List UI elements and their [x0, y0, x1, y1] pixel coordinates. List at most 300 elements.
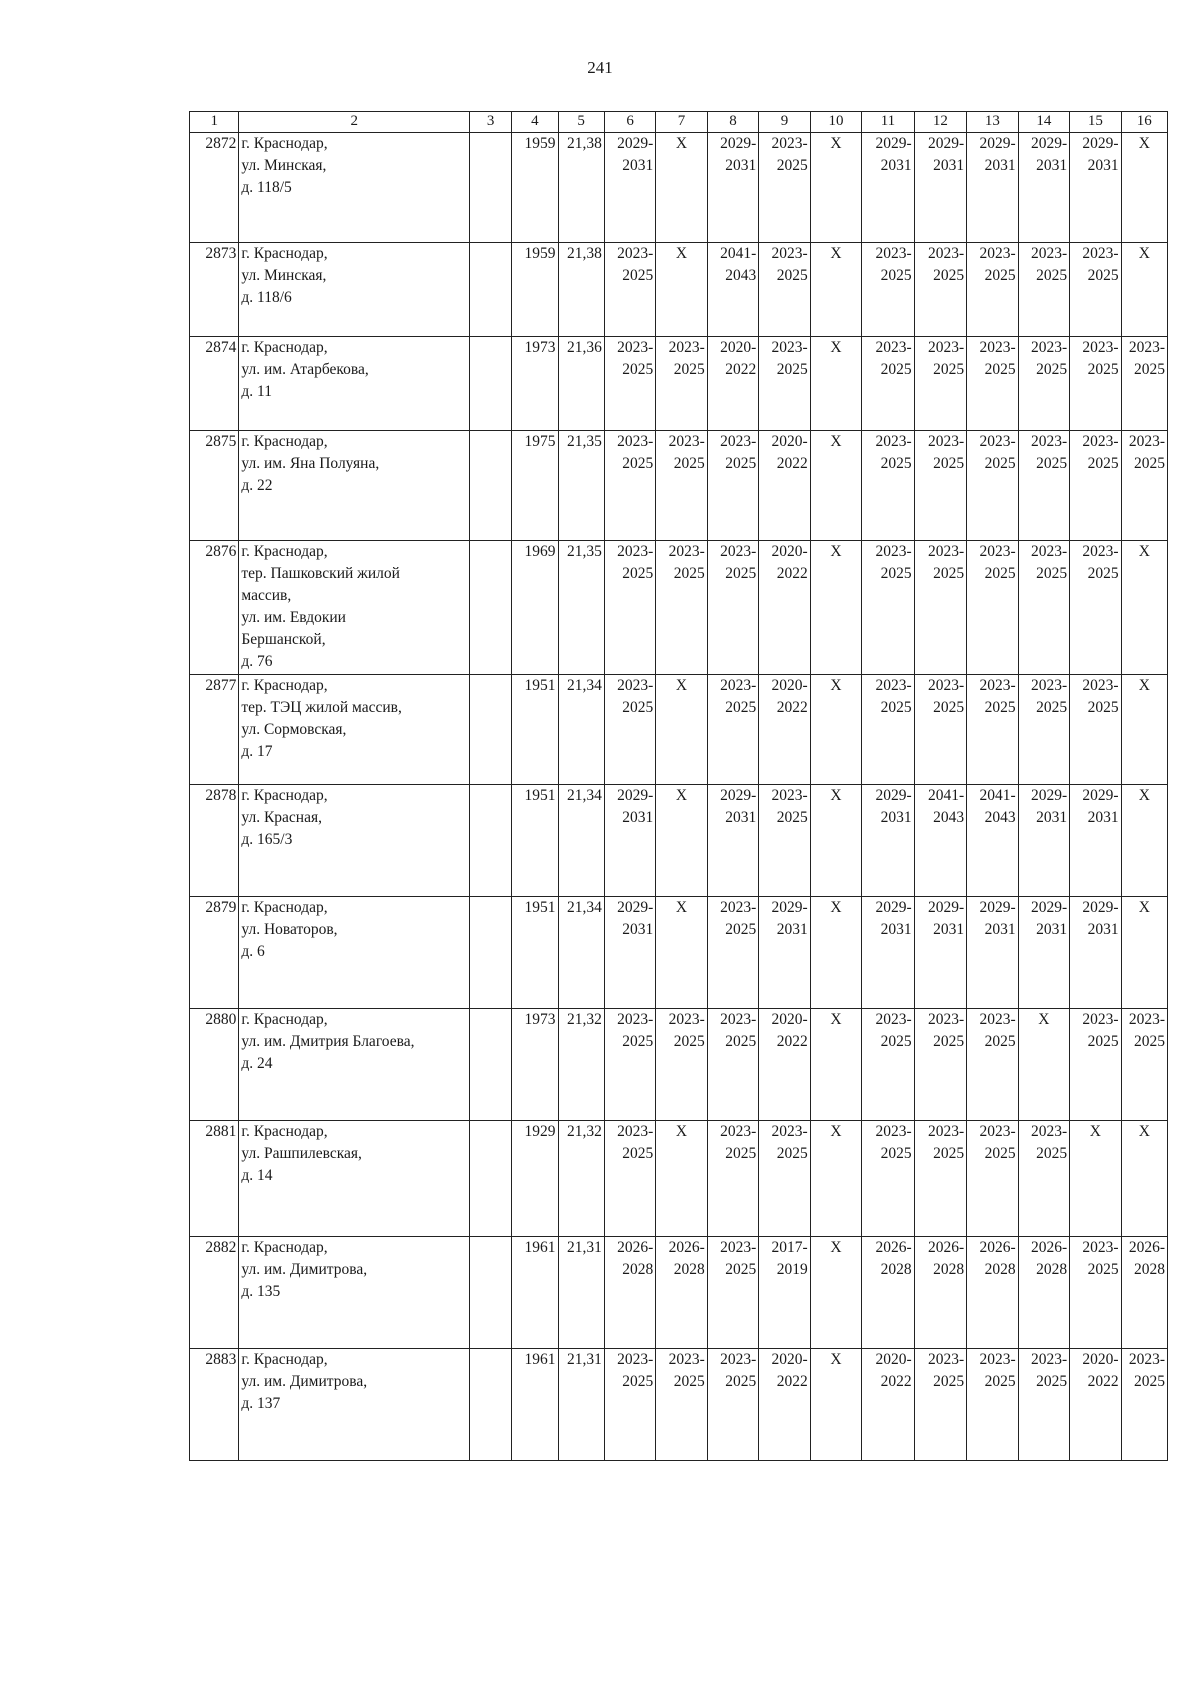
column-header-13: 13: [967, 112, 1018, 133]
period-part: 2031: [622, 809, 654, 826]
column-3-cell: [470, 1349, 512, 1461]
year-cell: 1959: [512, 133, 558, 243]
period-part: 2025: [880, 455, 912, 472]
value-cell: 21,38: [558, 243, 604, 337]
address-line: д. 135: [241, 1283, 281, 1300]
period-part: 2025: [1087, 455, 1119, 472]
period-part: 2025: [725, 699, 757, 716]
period-part: 2025: [673, 565, 705, 582]
row-number: 2872: [190, 133, 239, 243]
address-line: д. 6: [241, 943, 265, 960]
period-part: 2029-: [1082, 787, 1119, 804]
value-cell: 21,36: [558, 337, 604, 431]
period-part: 2023-: [928, 543, 965, 560]
address-line: г. Краснодар,: [241, 245, 328, 262]
period-cell-col-8: [707, 897, 758, 1009]
period-part: 2023-: [720, 1123, 757, 1140]
period-part: 2041-: [928, 787, 965, 804]
period-part: 2028: [880, 1261, 912, 1278]
table-row: [190, 897, 1168, 1009]
year-cell: 1951: [512, 675, 558, 785]
not-applicable-mark: X: [830, 433, 842, 450]
period-part: 2029-: [979, 899, 1016, 916]
period-cell-col-16: [1121, 675, 1167, 785]
not-applicable-mark: X: [1138, 787, 1150, 804]
not-applicable-mark: X: [675, 787, 688, 804]
period-cell-col-7: [656, 1349, 707, 1461]
period-cell-col-9: [759, 1009, 810, 1121]
period-part: 2031: [933, 157, 965, 174]
period-cell-col-6: [604, 133, 655, 243]
not-applicable-mark: X: [1138, 245, 1150, 262]
period-cell-col-15: [1070, 1121, 1121, 1237]
period-part: 2029-: [928, 899, 965, 916]
period-part: 2025: [880, 1033, 912, 1050]
period-cell-col-16: [1121, 431, 1167, 541]
not-applicable-mark: X: [1138, 1123, 1150, 1140]
period-cell-col-6: [604, 337, 655, 431]
table-row: [190, 431, 1168, 541]
period-part: 2031: [880, 157, 912, 174]
period-cell-col-16: [1121, 243, 1167, 337]
period-cell-col-10: [810, 675, 861, 785]
period-cell-col-7: [656, 897, 707, 1009]
address-line: д. 165/3: [241, 831, 293, 848]
period-part: 2022: [776, 1373, 808, 1390]
table-row: [190, 133, 1168, 243]
period-cell-col-11: [862, 1121, 915, 1237]
address-cell: [239, 431, 470, 541]
period-part: 2028: [933, 1261, 965, 1278]
column-header-7: 7: [656, 112, 707, 133]
period-cell-col-8: [707, 337, 758, 431]
period-part: 2029-: [875, 899, 912, 916]
period-cell-col-12: [914, 133, 967, 243]
period-part: 2029-: [1082, 135, 1119, 152]
period-part: 2023-: [771, 1123, 808, 1140]
value-cell: 21,34: [558, 897, 604, 1009]
period-cell-col-6: [604, 243, 655, 337]
period-part: 2025: [725, 455, 757, 472]
period-part: 2020-: [771, 543, 808, 560]
address-line: г. Краснодар,: [241, 899, 328, 916]
column-header-14: 14: [1018, 112, 1069, 133]
not-applicable-mark: X: [830, 1239, 842, 1256]
address-cell: [239, 541, 470, 675]
period-part: 2026-: [668, 1239, 705, 1256]
period-cell-col-8: [707, 1121, 758, 1237]
address-line: ул. им. Евдокии: [241, 609, 346, 626]
period-part: 2025: [622, 565, 654, 582]
column-3-cell: [470, 541, 512, 675]
period-cell-col-11: [862, 541, 915, 675]
period-part: 2031: [1036, 809, 1068, 826]
year-cell: 1951: [512, 897, 558, 1009]
period-cell-col-15: [1070, 1349, 1121, 1461]
year-cell: 1961: [512, 1237, 558, 1349]
period-cell-col-15: [1070, 1009, 1121, 1121]
period-cell-col-14: [1018, 337, 1069, 431]
period-cell-col-9: [759, 1349, 810, 1461]
period-part: 2025: [1036, 565, 1068, 582]
not-applicable-mark: X: [675, 245, 688, 262]
table-row: [190, 1121, 1168, 1237]
period-cell-col-9: [759, 133, 810, 243]
address-line: д. 11: [241, 383, 272, 400]
period-cell-col-7: [656, 1237, 707, 1349]
period-part: 2025: [725, 1261, 757, 1278]
address-line: г. Краснодар,: [241, 677, 328, 694]
period-cell-col-12: [914, 1121, 967, 1237]
period-part: 2023-: [928, 1011, 965, 1028]
year-cell: 1969: [512, 541, 558, 675]
period-cell-col-11: [862, 1237, 915, 1349]
period-part: 2031: [1036, 921, 1068, 938]
period-part: 2025: [984, 699, 1016, 716]
period-cell-col-11: [862, 133, 915, 243]
row-number: 2874: [190, 337, 239, 431]
period-cell-col-14: [1018, 431, 1069, 541]
period-cell-col-6: [604, 675, 655, 785]
period-part: 2023-: [1082, 339, 1119, 356]
value-cell: 21,35: [558, 541, 604, 675]
address-line: д. 24: [241, 1055, 273, 1072]
column-header-8: 8: [707, 112, 758, 133]
period-part: 2025: [880, 699, 912, 716]
period-part: 2028: [984, 1261, 1016, 1278]
period-cell-col-13: [967, 1009, 1018, 1121]
period-part: 2031: [880, 809, 912, 826]
period-cell-col-13: [967, 897, 1018, 1009]
period-part: 2023-: [668, 433, 705, 450]
column-header-2: 2: [239, 112, 470, 133]
period-cell-col-10: [810, 541, 861, 675]
not-applicable-mark: X: [830, 1351, 842, 1368]
address-cell: [239, 1237, 470, 1349]
period-part: 2025: [984, 565, 1016, 582]
period-part: 2025: [1036, 699, 1068, 716]
period-part: 2020-: [771, 433, 808, 450]
period-cell-col-11: [862, 675, 915, 785]
period-part: 2025: [725, 565, 757, 582]
period-cell-col-14: [1018, 1009, 1069, 1121]
period-part: 2026-: [1030, 1239, 1068, 1256]
period-cell-col-9: [759, 337, 810, 431]
period-part: 2023-: [617, 339, 654, 356]
period-part: 2031: [984, 921, 1016, 938]
period-cell-col-6: [604, 431, 655, 541]
period-part: 2023-: [928, 339, 965, 356]
period-part: 2023-: [668, 543, 705, 560]
period-part: 2043: [725, 267, 757, 284]
column-header-3: 3: [470, 112, 512, 133]
address-line: ул. Сормовская,: [241, 721, 347, 738]
period-part: 2023-: [1030, 1351, 1068, 1368]
period-part: 2023-: [1030, 677, 1068, 694]
period-part: 2025: [984, 1145, 1016, 1162]
address-line: ул. Минская,: [241, 157, 327, 174]
period-part: 2026-: [979, 1239, 1016, 1256]
period-cell-col-12: [914, 1009, 967, 1121]
period-part: 2023-: [668, 1351, 705, 1368]
period-part: 2025: [984, 1033, 1016, 1050]
value-cell: 21,34: [558, 675, 604, 785]
period-part: 2031: [984, 157, 1016, 174]
period-cell-col-12: [914, 431, 967, 541]
period-cell-col-8: [707, 1009, 758, 1121]
period-part: 2023-: [617, 677, 654, 694]
period-part: 2029-: [617, 787, 654, 804]
period-cell-col-6: [604, 897, 655, 1009]
period-part: 2023-: [617, 1123, 654, 1140]
period-part: 2029-: [928, 135, 965, 152]
column-header-9: 9: [759, 112, 810, 133]
period-part: 2025: [622, 699, 654, 716]
period-part: 2023-: [875, 543, 912, 560]
column-header-5: 5: [558, 112, 604, 133]
period-cell-col-9: [759, 897, 810, 1009]
not-applicable-mark: X: [675, 135, 688, 152]
period-part: 2023-: [875, 1123, 912, 1140]
period-part: 2029-: [1082, 899, 1119, 916]
period-cell-col-6: [604, 1237, 655, 1349]
period-cell-col-13: [967, 785, 1018, 897]
period-cell-col-8: [707, 1237, 758, 1349]
period-cell-col-10: [810, 785, 861, 897]
period-cell-col-14: [1018, 785, 1069, 897]
period-part: 2025: [776, 157, 808, 174]
period-part: 2025: [933, 565, 965, 582]
period-cell-col-15: [1070, 1237, 1121, 1349]
period-part: 2023-: [979, 433, 1016, 450]
period-part: 2025: [984, 1373, 1016, 1390]
value-cell: 21,35: [558, 431, 604, 541]
value-cell: 21,38: [558, 133, 604, 243]
period-part: 2023-: [875, 433, 912, 450]
period-cell-col-13: [967, 541, 1018, 675]
address-line: ул. Минская,: [241, 267, 327, 284]
period-cell-col-14: [1018, 675, 1069, 785]
period-cell-col-9: [759, 541, 810, 675]
column-header-1: 1: [190, 112, 239, 133]
period-part: 2029-: [720, 787, 757, 804]
period-part: 2028: [673, 1261, 705, 1278]
period-cell-col-13: [967, 675, 1018, 785]
period-cell-col-14: [1018, 243, 1069, 337]
not-applicable-mark: X: [675, 1123, 688, 1140]
period-cell-col-8: [707, 1349, 758, 1461]
row-number: 2877: [190, 675, 239, 785]
period-cell-col-13: [967, 243, 1018, 337]
period-part: 2022: [776, 565, 808, 582]
period-cell-col-16: [1121, 1349, 1167, 1461]
address-line: г. Краснодар,: [241, 1123, 328, 1140]
period-part: 2023-: [875, 1011, 912, 1028]
address-line: Бершанской,: [241, 631, 326, 648]
period-cell-col-8: [707, 243, 758, 337]
period-cell-col-15: [1070, 785, 1121, 897]
not-applicable-mark: X: [830, 787, 842, 804]
period-part: 2023-: [720, 1239, 757, 1256]
period-part: 2025: [673, 1373, 705, 1390]
period-part: 2023-: [875, 245, 912, 262]
period-cell-col-9: [759, 675, 810, 785]
period-part: 2031: [725, 157, 757, 174]
year-cell: 1973: [512, 337, 558, 431]
period-cell-col-7: [656, 1121, 707, 1237]
period-cell-col-14: [1018, 1237, 1069, 1349]
column-3-cell: [470, 1121, 512, 1237]
period-part: 2025: [622, 361, 654, 378]
period-cell-col-9: [759, 1121, 810, 1237]
not-applicable-mark: X: [1138, 135, 1150, 152]
period-part: 2029-: [1030, 135, 1068, 152]
address-cell: [239, 337, 470, 431]
period-part: 2041-: [720, 245, 757, 262]
row-number: 2878: [190, 785, 239, 897]
period-part: 2025: [1134, 455, 1165, 472]
period-cell-col-11: [862, 1349, 915, 1461]
period-part: 2020-: [875, 1351, 912, 1368]
year-cell: 1951: [512, 785, 558, 897]
address-cell: [239, 1349, 470, 1461]
row-number: 2876: [190, 541, 239, 675]
not-applicable-mark: X: [830, 543, 842, 560]
period-cell-col-9: [759, 785, 810, 897]
period-part: 2031: [725, 809, 757, 826]
period-part: 2023-: [1030, 1123, 1068, 1140]
period-part: 2023-: [979, 1351, 1016, 1368]
period-part: 2023-: [720, 543, 757, 560]
period-part: 2023-: [617, 1351, 654, 1368]
period-cell-col-6: [604, 1121, 655, 1237]
period-cell-col-15: [1070, 675, 1121, 785]
year-cell: 1961: [512, 1349, 558, 1461]
period-part: 2026-: [1128, 1239, 1165, 1256]
period-part: 2028: [1036, 1261, 1068, 1278]
period-part: 2023-: [875, 339, 912, 356]
period-cell-col-14: [1018, 1349, 1069, 1461]
period-part: 2031: [880, 921, 912, 938]
period-cell-col-12: [914, 243, 967, 337]
period-part: 2025: [776, 809, 808, 826]
table-row: [190, 1237, 1168, 1349]
not-applicable-mark: X: [830, 899, 842, 916]
year-cell: 1959: [512, 243, 558, 337]
page-number: 241: [587, 58, 613, 77]
period-part: 2022: [776, 455, 808, 472]
period-part: 2026-: [875, 1239, 912, 1256]
period-part: 2020-: [720, 339, 757, 356]
period-part: 2020-: [771, 677, 808, 694]
period-cell-col-6: [604, 541, 655, 675]
period-part: 2031: [1036, 157, 1068, 174]
period-cell-col-13: [967, 1237, 1018, 1349]
period-part: 2031: [1087, 157, 1119, 174]
value-cell: 21,31: [558, 1237, 604, 1349]
table-row: [190, 541, 1168, 675]
period-part: 2023-: [928, 1351, 965, 1368]
address-line: д. 22: [241, 477, 273, 494]
period-part: 2025: [622, 455, 654, 472]
period-cell-col-11: [862, 243, 915, 337]
period-part: 2023-: [1082, 677, 1119, 694]
period-part: 2019: [776, 1261, 808, 1278]
period-part: 2023-: [1128, 1011, 1165, 1028]
period-cell-col-8: [707, 133, 758, 243]
period-cell-col-13: [967, 1121, 1018, 1237]
period-part: 2025: [1087, 565, 1119, 582]
period-part: 2025: [933, 361, 965, 378]
address-line: д. 14: [241, 1167, 273, 1184]
row-number: 2881: [190, 1121, 239, 1237]
period-part: 2023-: [1030, 543, 1068, 560]
period-part: 2025: [880, 267, 912, 284]
period-part: 2023-: [771, 245, 808, 262]
period-cell-col-10: [810, 243, 861, 337]
column-3-cell: [470, 785, 512, 897]
period-cell-col-11: [862, 431, 915, 541]
period-part: 2025: [1087, 699, 1119, 716]
period-cell-col-10: [810, 133, 861, 243]
not-applicable-mark: X: [675, 677, 688, 694]
period-cell-col-8: [707, 675, 758, 785]
period-cell-col-7: [656, 1009, 707, 1121]
period-part: 2023-: [720, 677, 757, 694]
period-part: 2025: [984, 267, 1016, 284]
period-part: 2023-: [668, 339, 705, 356]
period-part: 2023-: [979, 543, 1016, 560]
period-part: 2043: [984, 809, 1016, 826]
period-cell-col-13: [967, 431, 1018, 541]
row-number: 2875: [190, 431, 239, 541]
not-applicable-mark: X: [1089, 1123, 1101, 1140]
period-part: 2029-: [875, 787, 912, 804]
period-part: 2025: [725, 1145, 757, 1162]
period-part: 2025: [880, 361, 912, 378]
period-part: 2043: [933, 809, 965, 826]
column-header-11: 11: [862, 112, 915, 133]
period-part: 2023-: [979, 339, 1016, 356]
period-cell-col-7: [656, 337, 707, 431]
period-cell-col-13: [967, 337, 1018, 431]
period-cell-col-14: [1018, 133, 1069, 243]
period-part: 2023-: [771, 787, 808, 804]
column-header-16: 16: [1121, 112, 1167, 133]
period-part: 2025: [933, 267, 965, 284]
period-cell-col-15: [1070, 541, 1121, 675]
period-cell-col-12: [914, 337, 967, 431]
period-part: 2023-: [979, 1123, 1016, 1140]
address-line: д. 118/5: [241, 179, 292, 196]
period-part: 2025: [1036, 361, 1068, 378]
not-applicable-mark: X: [830, 1123, 842, 1140]
period-cell-col-7: [656, 431, 707, 541]
address-line: г. Краснодар,: [241, 1239, 328, 1256]
address-line: ул. им. Димитрова,: [241, 1261, 368, 1278]
period-part: 2025: [1036, 1145, 1068, 1162]
period-part: 2025: [1036, 267, 1068, 284]
address-cell: [239, 1009, 470, 1121]
address-line: ул. Новаторов,: [241, 921, 338, 938]
period-part: 2023-: [1030, 339, 1068, 356]
period-cell-col-13: [967, 1349, 1018, 1461]
period-part: 2023-: [1082, 1011, 1119, 1028]
address-line: ул. Красная,: [241, 809, 322, 826]
period-part: 2029-: [720, 135, 757, 152]
column-header-10: 10: [810, 112, 861, 133]
period-part: 2023-: [617, 245, 654, 262]
